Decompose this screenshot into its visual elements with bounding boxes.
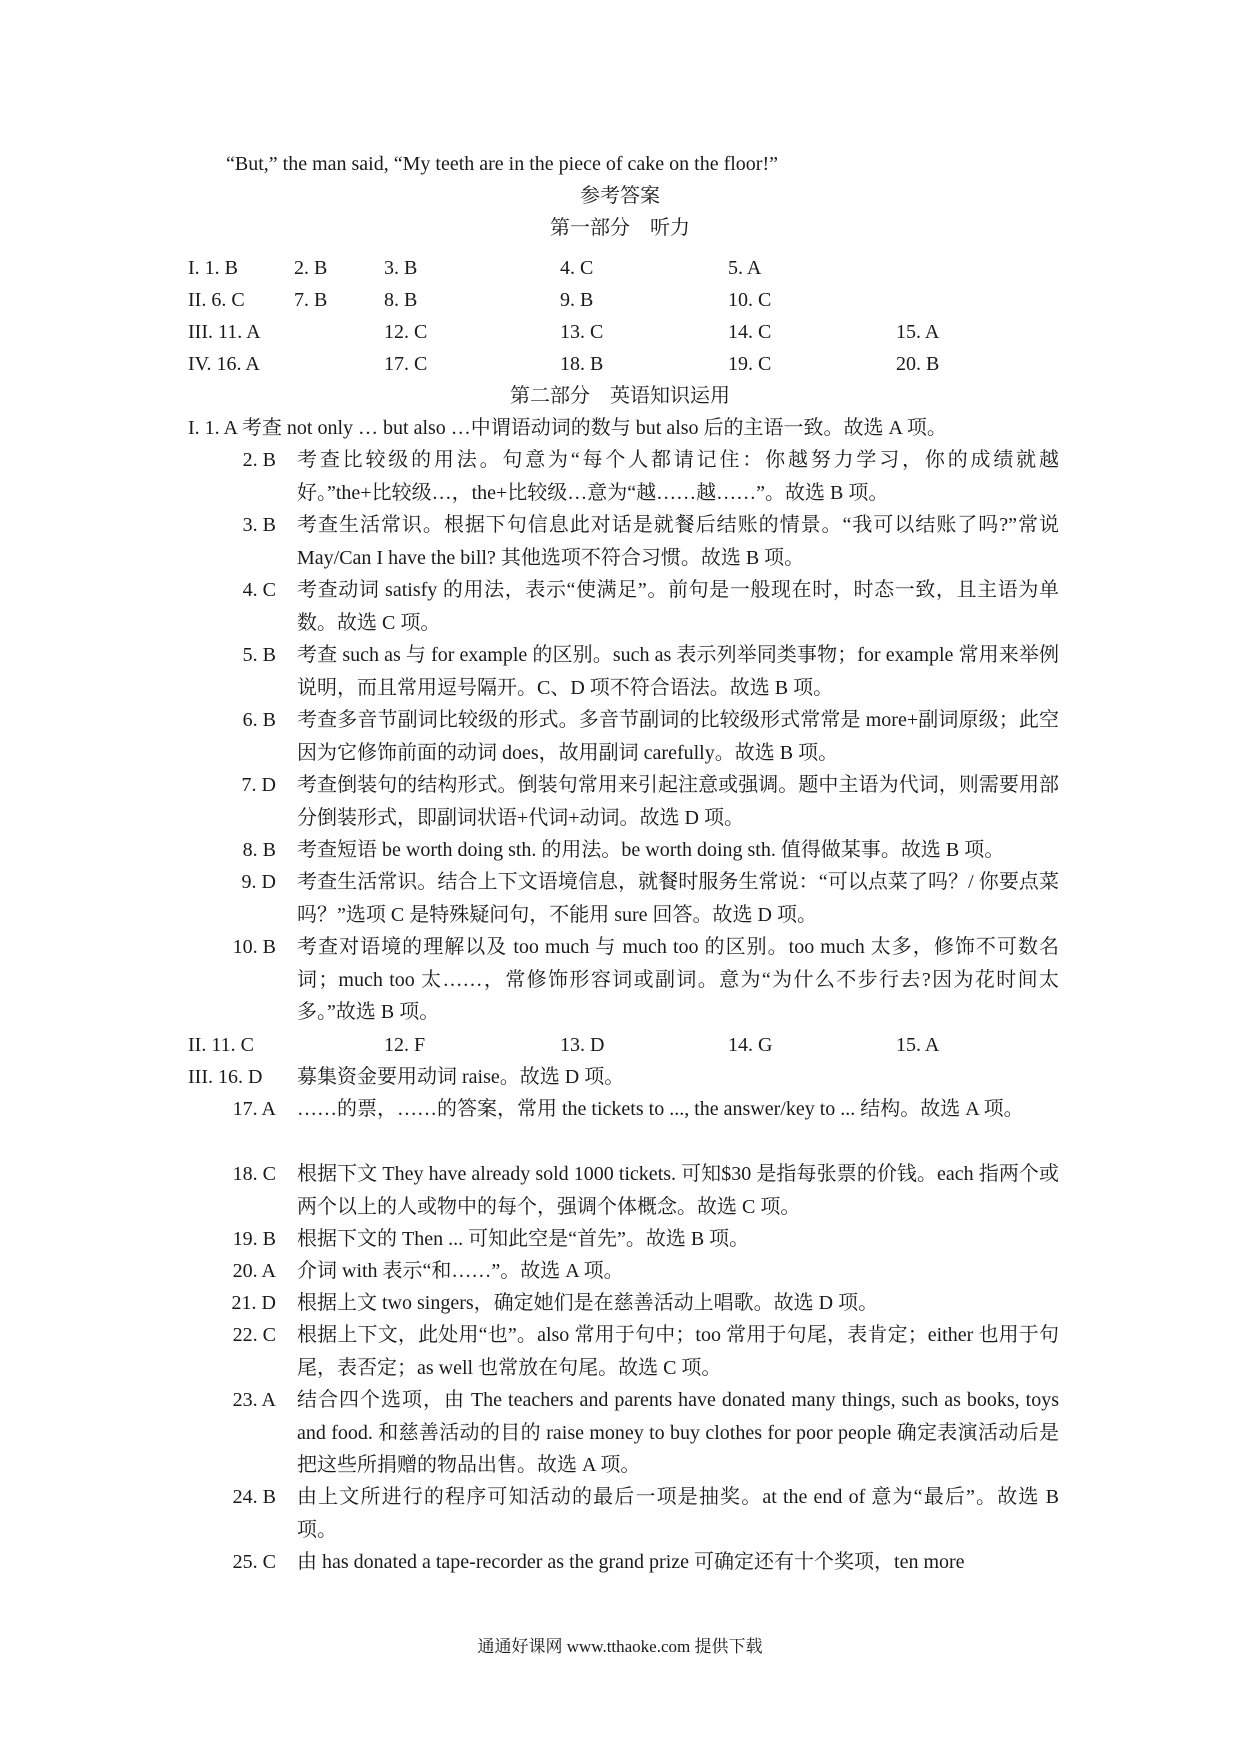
answer: 18. B xyxy=(560,353,604,375)
answer: 8. B xyxy=(384,289,418,311)
intro-line: “But,” the man said, “My teeth are in the piece of cake on the floor!” xyxy=(226,153,778,175)
item-explanation: 介词 with 表示“和……”。故选 A 项。 xyxy=(297,1260,624,1282)
item-explanation: 由上文所进行的程序可知活动的最后一项是抽奖。at the end of 意为“最后”。故选 B 项。 xyxy=(297,1486,1059,1541)
answer: 17. C xyxy=(384,353,428,375)
item-number: 6. B xyxy=(242,709,276,731)
answer: IV. 16. A xyxy=(188,353,260,375)
answer: II. 6. C xyxy=(188,289,245,311)
answer: 7. B xyxy=(294,289,328,311)
item-number: 17. A xyxy=(232,1098,276,1120)
answer: 12. F xyxy=(384,1034,426,1056)
item-explanation: 考查生活常识。结合上下文语境信息，就餐时服务生常说：“可以点菜了吗？/ 你要点菜吗？”选项 C 是特殊疑问句，不能用 sure 回答。故选 D 项。 xyxy=(297,871,1059,926)
section1-first: I. 1. A 考查 not only … but also …中谓语动词的数与 but also 后的主语一致。故选 A 项。 xyxy=(188,417,947,439)
answer: 9. B xyxy=(560,289,594,311)
item-explanation: 考查对语境的理解以及 too much 与 much too 的区别。too much 太多，修饰不可数名词；much too 太……，常修饰形容词或副词。意为“为什么不步行去?因为花时间太多。”故选 B 项。 xyxy=(297,936,1059,1023)
item-number: 2. B xyxy=(242,449,276,471)
item-number: III. 16. D xyxy=(188,1066,263,1088)
item-number: 10. B xyxy=(232,936,276,958)
answer: II. 11. C xyxy=(188,1034,254,1056)
item-explanation: 考查生活常识。根据下句信息此对话是就餐后结账的情景。“我可以结账了吗?”常说 May/Can I have the bill? 其他选项不符合习惯。故选 B 项。 xyxy=(297,514,1059,569)
item-explanation: 考查 such as 与 for example 的区别。such as 表示列举同类事物；for example 常用来举例说明，而且常用逗号隔开。C、D 项不符合语法。故选 B 项。 xyxy=(297,644,1059,699)
answer: 4. C xyxy=(560,257,594,279)
part2-title: 第二部分 英语知识运用 xyxy=(510,385,730,407)
page-footer: 通通好课网 www.tthaoke.com 提供下载 xyxy=(477,1637,763,1656)
item-number: 18. C xyxy=(232,1163,276,1185)
item-number: 23. A xyxy=(232,1389,276,1411)
answer: 13. C xyxy=(560,321,604,343)
item-number: 19. B xyxy=(232,1228,276,1250)
answer: I. 1. B xyxy=(188,257,238,279)
answer: 3. B xyxy=(384,257,418,279)
answer: 15. A xyxy=(896,1034,940,1056)
item-number: 21. D xyxy=(231,1292,276,1314)
answer: 12. C xyxy=(384,321,428,343)
item-explanation: 考查短语 be worth doing sth. 的用法。be worth doing sth. 值得做某事。故选 B 项。 xyxy=(297,839,1005,861)
item-explanation: 考查动词 satisfy 的用法，表示“使满足”。前句是一般现在时，时态一致，且主语为单数。故选 C 项。 xyxy=(297,579,1059,634)
item-explanation: 由 has donated a tape-recorder as the grand prize 可确定还有十个奖项，ten more xyxy=(297,1551,965,1573)
item-explanation: 考查比较级的用法。句意为“每个人都请记住：你越努力学习，你的成绩就越好。”the+比较级…，the+比较级…意为“越……越……”。故选 B 项。 xyxy=(297,449,1059,504)
item-explanation: 根据上下文，此处用“也”。also 常用于句中；too 常用于句尾，表肯定；either 也用于句尾，表否定；as well 也常放在句尾。故选 C 项。 xyxy=(297,1324,1059,1379)
answer: 13. D xyxy=(560,1034,605,1056)
item-explanation: 募集资金要用动词 raise。故选 D 项。 xyxy=(297,1066,625,1088)
part1-title: 第一部分 听力 xyxy=(550,217,690,239)
item-explanation: 考查倒装句的结构形式。倒装句常用来引起注意或强调。题中主语为代词，则需要用部分倒装形式，即副词状语+代词+动词。故选 D 项。 xyxy=(297,774,1059,829)
item-explanation: 考查多音节副词比较级的形式。多音节副词的比较级形式常常是 more+副词原级；此空因为它修饰前面的动词 does，故用副词 carefully。故选 B 项。 xyxy=(297,709,1059,764)
item-number: 24. B xyxy=(232,1486,276,1508)
item-explanation: ……的票，……的答案，常用 the tickets to ..., the answer/key to ... 结构。故选 A 项。 xyxy=(297,1098,1024,1120)
answers-title: 参考答案 xyxy=(580,185,660,207)
answer: 14. C xyxy=(728,321,772,343)
item-number: 4. C xyxy=(242,579,276,601)
answer: 5. A xyxy=(728,257,762,279)
answer: 10. C xyxy=(728,289,772,311)
item-explanation: 根据上文 two singers，确定她们是在慈善活动上唱歌。故选 D 项。 xyxy=(297,1292,879,1314)
answer: 14. G xyxy=(728,1034,773,1056)
item-number: 9. D xyxy=(241,871,276,893)
answer: 20. B xyxy=(896,353,940,375)
item-number: 22. C xyxy=(232,1324,276,1346)
item-explanation: 根据下文 They have already sold 1000 tickets. 可知$30 是指每张票的价钱。each 指两个或两个以上的人或物中的每个，强调个体概念。故选 C 项。 xyxy=(297,1163,1059,1218)
item-explanation: 根据下文的 Then ... 可知此空是“首先”。故选 B 项。 xyxy=(297,1228,750,1250)
item-number: 25. C xyxy=(232,1551,276,1573)
answer: 19. C xyxy=(728,353,772,375)
answer: 15. A xyxy=(896,321,940,343)
item-number: 7. D xyxy=(241,774,276,796)
answer: 2. B xyxy=(294,257,328,279)
item-number: 5. B xyxy=(242,644,276,666)
item-number: 20. A xyxy=(232,1260,276,1282)
item-explanation: 结合四个选项，由 The teachers and parents have donated many things, such as books, toys and food. 和慈善活动的目的 raise money to buy clothes for poor people 确定表演活动后是把这些所捐赠的物品出售。故选 A 项。 xyxy=(297,1389,1059,1476)
answer: III. 11. A xyxy=(188,321,261,343)
item-number: 8. B xyxy=(242,839,276,861)
item-number: 3. B xyxy=(242,514,276,536)
